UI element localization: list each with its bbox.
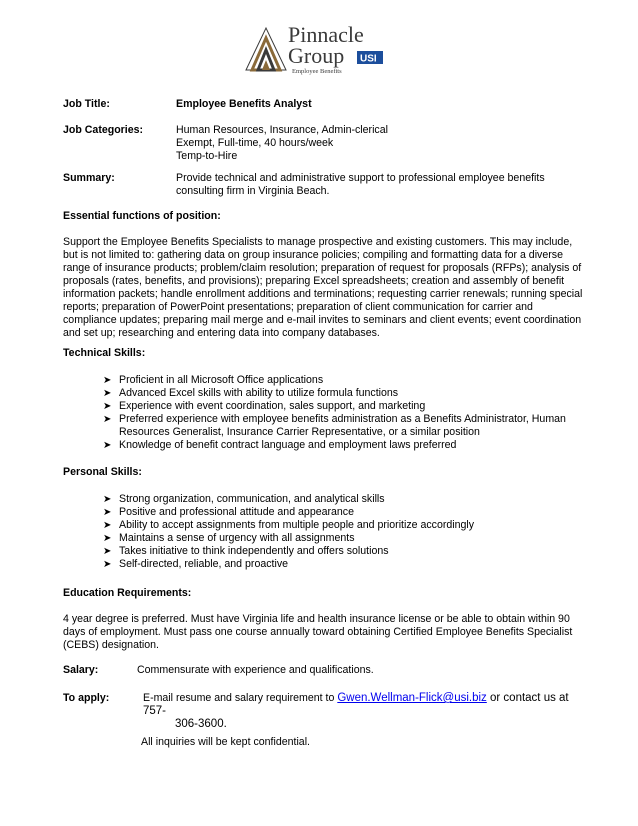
job-categories-value bbox=[176, 124, 576, 163]
arrow-bullet-icon: ➤ bbox=[103, 520, 112, 531]
list-item-text: Resources Generalist, Insurance Carrier Representative, or a similar position bbox=[119, 426, 480, 438]
essential-heading: Essential functions of position: bbox=[63, 210, 221, 222]
list-item bbox=[103, 545, 573, 558]
job-categories-label: Job Categories: bbox=[63, 124, 144, 136]
salary-value: Commensurate with experience and qualifications. bbox=[137, 664, 374, 676]
list-item-text: Preferred experience with employee benefits administration as a Benefits Administrator, Human bbox=[119, 413, 566, 425]
list-item bbox=[103, 413, 573, 439]
arrow-bullet-icon: ➤ bbox=[103, 401, 112, 412]
list-item-text: Knowledge of benefit contract language and employment laws preferred bbox=[119, 439, 457, 451]
apply-label: To apply: bbox=[63, 692, 110, 704]
summary-label: Summary: bbox=[63, 172, 115, 184]
personal-heading: Personal Skills: bbox=[63, 466, 142, 478]
job-title-label: Job Title: bbox=[63, 98, 110, 110]
list-item bbox=[103, 532, 573, 545]
essential-line: and set up; researching and entering data into company databases. bbox=[63, 327, 380, 339]
essential-line: proposals (rates, benefits, and provisions); preparing Excel spreadsheets; creation and assembly of benefit bbox=[63, 275, 565, 287]
list-item bbox=[103, 493, 573, 506]
arrow-bullet-icon: ➤ bbox=[103, 559, 112, 570]
arrow-bullet-icon: ➤ bbox=[103, 546, 112, 557]
apply-phone: 306-3600. bbox=[175, 718, 227, 730]
list-item bbox=[103, 506, 573, 519]
pyramid-logo-icon bbox=[246, 28, 286, 70]
job-categories-line: Exempt, Full-time, 40 hours/week bbox=[176, 137, 334, 149]
list-item-text: Positive and professional attitude and appearance bbox=[119, 506, 354, 518]
apply-suffix: or contact us at 757- bbox=[143, 692, 569, 717]
arrow-bullet-icon: ➤ bbox=[103, 375, 112, 386]
salary-label: Salary: bbox=[63, 664, 99, 676]
education-heading: Education Requirements: bbox=[63, 587, 192, 599]
list-item bbox=[103, 374, 573, 387]
list-item bbox=[103, 558, 573, 571]
logo-badge-text: USI bbox=[360, 53, 377, 65]
technical-skills-list bbox=[103, 374, 573, 452]
company-logo bbox=[244, 20, 394, 78]
job-title-value: Employee Benefits Analyst bbox=[176, 98, 312, 110]
personal-skills-list bbox=[103, 493, 573, 571]
summary-line: consulting firm in Virginia Beach. bbox=[176, 185, 330, 197]
list-item-text: Advanced Excel skills with ability to utilize formula functions bbox=[119, 387, 399, 399]
list-item-text: Proficient in all Microsoft Office applications bbox=[119, 374, 324, 386]
list-item-text: Experience with event coordination, sales support, and marketing bbox=[119, 400, 426, 412]
logo-brand-line1: Pinnacle bbox=[288, 22, 364, 47]
list-item-text: Self-directed, reliable, and proactive bbox=[119, 558, 289, 570]
arrow-bullet-icon: ➤ bbox=[103, 533, 112, 544]
education-line: (CEBS) designation. bbox=[63, 639, 159, 651]
arrow-bullet-icon: ➤ bbox=[103, 440, 112, 451]
list-item bbox=[103, 519, 573, 532]
confidential-note: All inquiries will be kept confidential. bbox=[141, 736, 310, 748]
list-item-text: Strong organization, communication, and analytical skills bbox=[119, 493, 385, 505]
education-paragraph bbox=[63, 613, 583, 652]
arrow-bullet-icon: ➤ bbox=[103, 507, 112, 518]
essential-line: range of insurance products; problem/claim resolution; preparation of request for proposals (RFPs); analysis of bbox=[63, 262, 582, 274]
essential-line: reports; preparation of PowerPoint presentations; preparation of client communication for carrier and bbox=[63, 301, 533, 313]
essential-line: but is not limited to: gathering data on group insurance policies; compiling and formatting data for a diverse bbox=[63, 249, 563, 261]
education-line: 4 year degree is preferred. Must have Virginia life and health insurance license or be able to obtain within 90 bbox=[63, 613, 570, 625]
essential-line: compliance updates; preparing mail merge and e-mail invites to seminars and client events; event coordination bbox=[63, 314, 582, 326]
list-item-text: Ability to accept assignments from multiple people and prioritize accordingly bbox=[119, 519, 475, 531]
logo-tagline: Employee Benefits bbox=[292, 68, 342, 75]
summary-value bbox=[176, 172, 576, 198]
education-line: days of employment. Must pass one course annually toward obtaining Certified Employee Benefits Specialist bbox=[63, 626, 573, 638]
arrow-bullet-icon: ➤ bbox=[103, 494, 112, 505]
list-item-text: Takes initiative to think independently and offers solutions bbox=[119, 545, 389, 557]
apply-value bbox=[143, 692, 583, 731]
list-item bbox=[103, 400, 573, 413]
arrow-bullet-icon: ➤ bbox=[103, 388, 112, 399]
list-item-text: Maintains a sense of urgency with all assignments bbox=[119, 532, 355, 544]
list-item bbox=[103, 439, 573, 452]
job-categories-line: Temp-to-Hire bbox=[176, 150, 238, 162]
apply-prefix: E-mail resume and salary requirement to bbox=[143, 692, 338, 704]
job-categories-line: Human Resources, Insurance, Admin-clerical bbox=[176, 124, 388, 136]
email-link[interactable]: Gwen.Wellman-Flick@usi.biz bbox=[337, 692, 487, 704]
list-item bbox=[103, 387, 573, 400]
summary-line: Provide technical and administrative support to professional employee benefits bbox=[176, 172, 545, 184]
arrow-bullet-icon: ➤ bbox=[103, 414, 112, 425]
essential-line: Support the Employee Benefits Specialists to manage prospective and existing customers. This may include, bbox=[63, 236, 573, 248]
essential-line: information packets; handle enrollment additions and terminations; requesting carrier renewals; running special bbox=[63, 288, 583, 300]
logo-brand-line2: Group bbox=[288, 43, 345, 68]
technical-heading: Technical Skills: bbox=[63, 347, 146, 359]
essential-paragraph bbox=[63, 236, 583, 340]
